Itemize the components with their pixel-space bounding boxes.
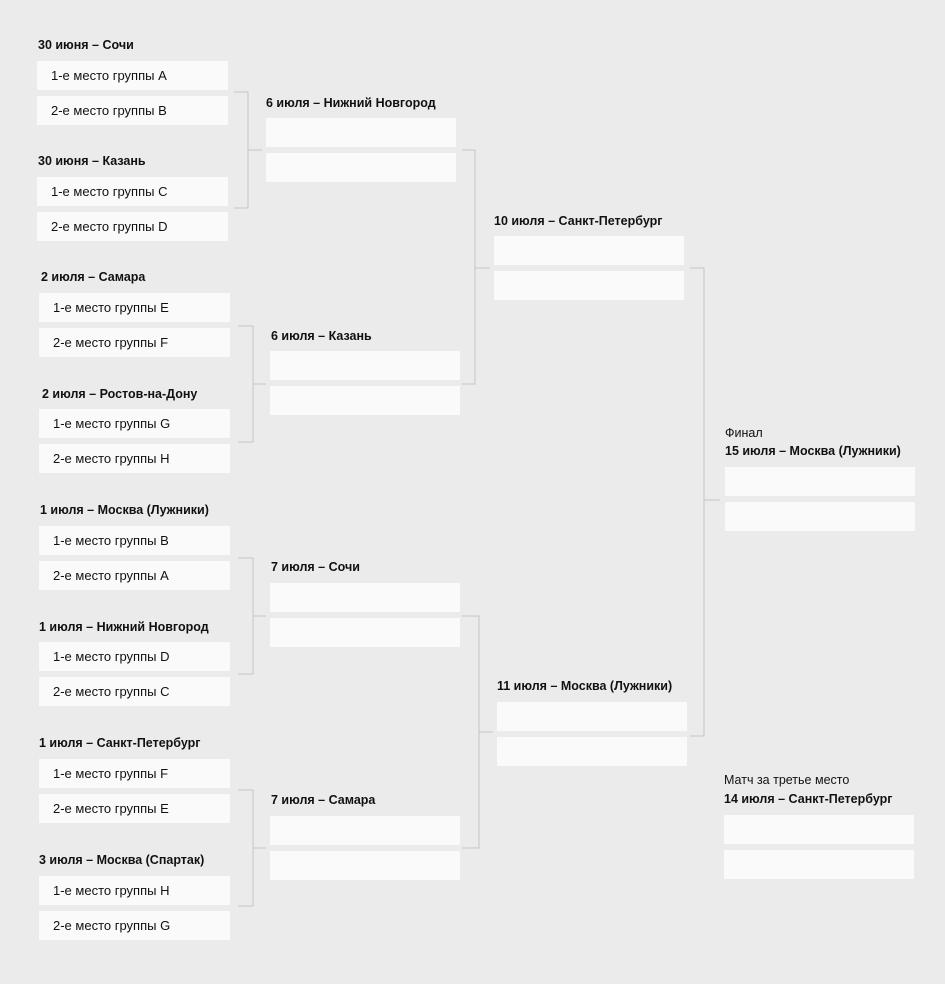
empty-team-slot[interactable] xyxy=(497,702,687,731)
team-slot[interactable]: 1-е место группы C xyxy=(37,177,228,206)
connector-line xyxy=(234,92,262,208)
team-slot[interactable]: 2-е место группы F xyxy=(39,328,230,357)
empty-team-slot[interactable] xyxy=(270,386,460,415)
team-slot[interactable]: 1-е место группы A xyxy=(37,61,228,90)
connector-line xyxy=(462,616,493,848)
match-title: 2 июля – Самара xyxy=(41,270,146,284)
empty-team-slot[interactable] xyxy=(270,583,460,612)
match-title: 1 июля – Санкт-Петербург xyxy=(39,736,201,750)
team-slot[interactable]: 1-е место группы F xyxy=(39,759,230,788)
connector-line xyxy=(238,790,266,906)
empty-team-slot[interactable] xyxy=(270,351,460,380)
match-title: 15 июля – Москва (Лужники) xyxy=(725,444,901,458)
empty-team-slot[interactable] xyxy=(725,467,915,496)
team-slot[interactable]: 1-е место группы E xyxy=(39,293,230,322)
connector-line xyxy=(462,150,490,384)
match-title: 1 июля – Москва (Лужники) xyxy=(40,503,209,517)
empty-team-slot[interactable] xyxy=(494,236,684,265)
team-slot[interactable]: 1-е место группы G xyxy=(39,409,230,438)
match-title: 30 июня – Сочи xyxy=(38,38,134,52)
empty-team-slot[interactable] xyxy=(724,815,914,844)
team-slot[interactable]: 2-е место группы B xyxy=(37,96,228,125)
match-title: 3 июля – Москва (Спартак) xyxy=(39,853,205,867)
connector-line xyxy=(238,558,266,674)
match-title: 30 июня – Казань xyxy=(38,154,146,168)
team-slot[interactable]: 1-е место группы H xyxy=(39,876,230,905)
team-slot[interactable]: 1-е место группы D xyxy=(39,642,230,671)
match-title: 6 июля – Нижний Новгород xyxy=(266,96,436,110)
match-title: 7 июля – Сочи xyxy=(271,560,360,574)
third-place-caption: Матч за третье место xyxy=(724,773,850,787)
connector-line xyxy=(690,268,720,736)
match-title: 11 июля – Москва (Лужники) xyxy=(497,679,673,693)
empty-team-slot[interactable] xyxy=(270,851,460,880)
match-title: 7 июля – Самара xyxy=(271,793,376,807)
team-slot[interactable]: 2-е место группы C xyxy=(39,677,230,706)
match-title: 2 июля – Ростов-на-Дону xyxy=(42,387,198,401)
team-slot[interactable]: 2-е место группы G xyxy=(39,911,230,940)
match-title: 10 июля – Санкт-Петербург xyxy=(494,214,663,228)
empty-team-slot[interactable] xyxy=(266,153,456,182)
match-title: 6 июля – Казань xyxy=(271,329,372,343)
empty-team-slot[interactable] xyxy=(494,271,684,300)
empty-team-slot[interactable] xyxy=(497,737,687,766)
team-slot[interactable]: 2-е место группы H xyxy=(39,444,230,473)
empty-team-slot[interactable] xyxy=(724,850,914,879)
team-slot[interactable]: 2-е место группы A xyxy=(39,561,230,590)
empty-team-slot[interactable] xyxy=(270,618,460,647)
team-slot[interactable]: 2-е место группы E xyxy=(39,794,230,823)
team-slot[interactable]: 2-е место группы D xyxy=(37,212,228,241)
team-slot[interactable]: 1-е место группы B xyxy=(39,526,230,555)
empty-team-slot[interactable] xyxy=(270,816,460,845)
final-caption: Финал xyxy=(725,426,763,440)
match-title: 14 июля – Санкт-Петербург xyxy=(724,792,893,806)
empty-team-slot[interactable] xyxy=(266,118,456,147)
connector-line xyxy=(238,326,266,442)
match-title: 1 июля – Нижний Новгород xyxy=(39,620,209,634)
empty-team-slot[interactable] xyxy=(725,502,915,531)
